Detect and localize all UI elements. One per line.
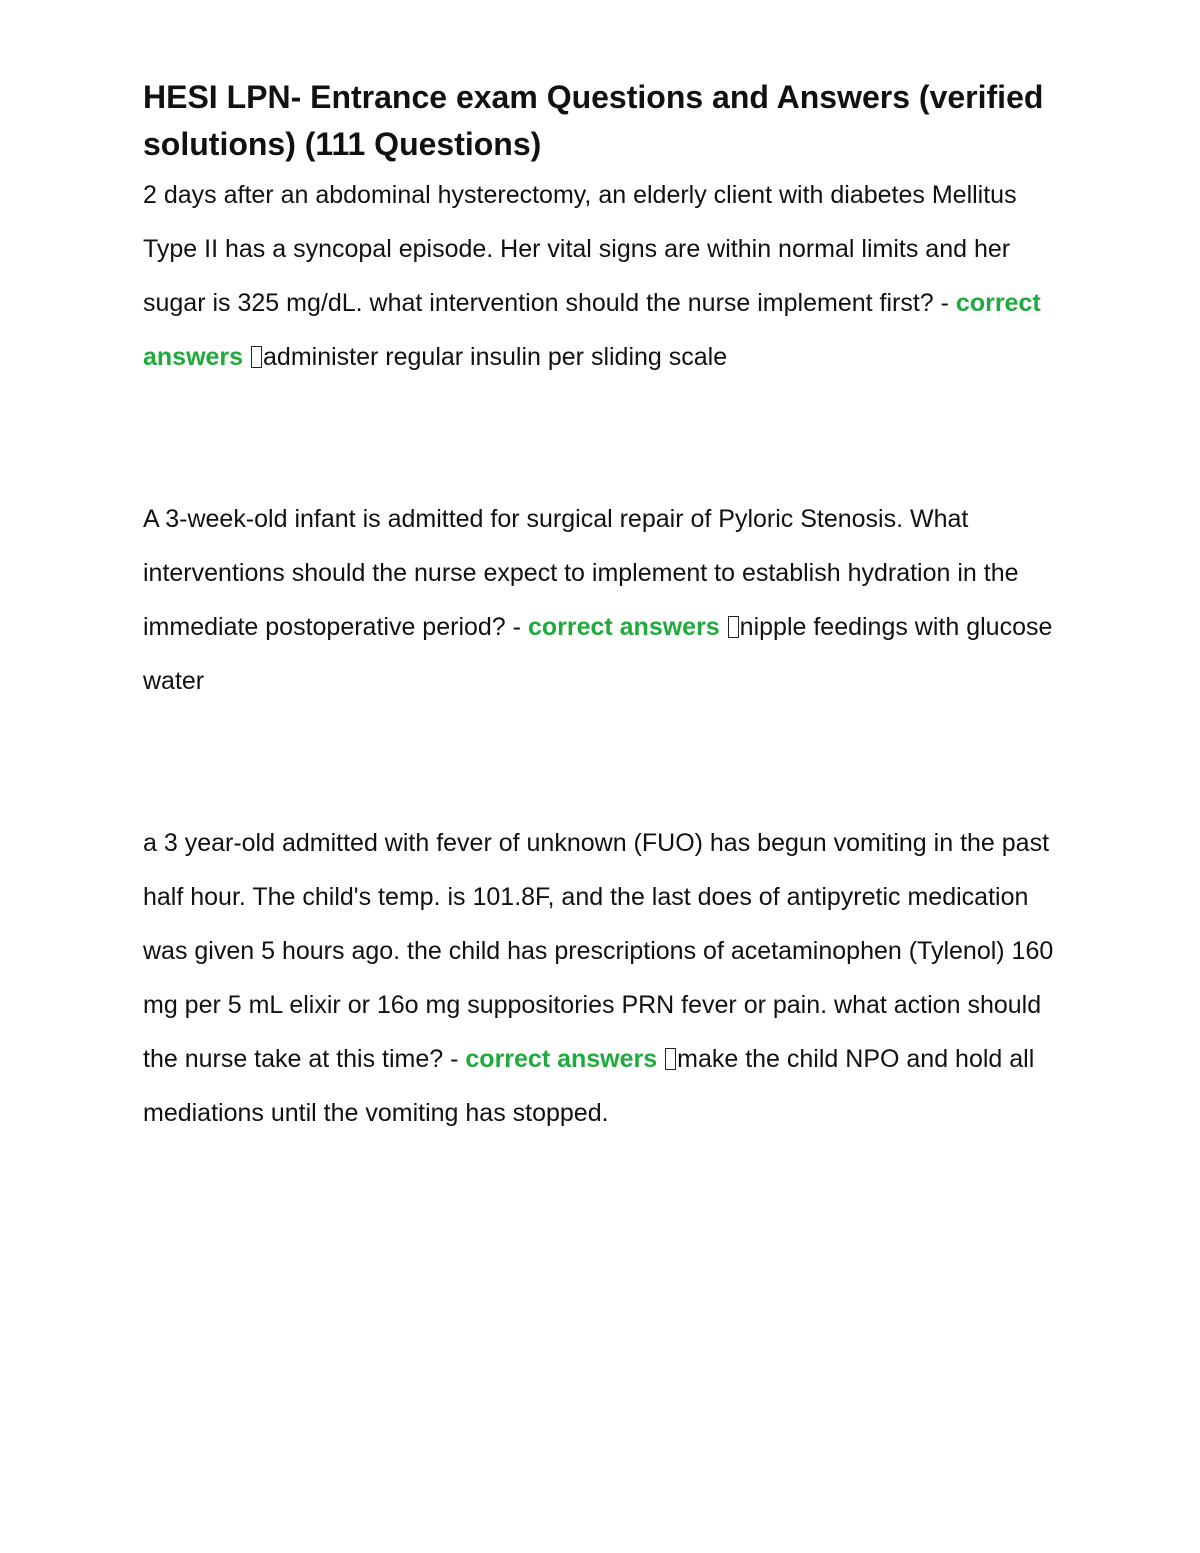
qa-item-1 [143,168,1063,384]
question-text: 2 days after an abdominal hysterectomy, an elderly client with diabetes Mellitus Type II has a syncopal episode. Her vital signs are within normal limits and her sugar is 325 mg/dL. what intervention should the nurse implement first? - [143,181,1017,317]
answer-text: make the child NPO and hold all mediations until the vomiting has stopped. [143,1045,1035,1127]
correct-answers-label: correct answers [527,613,720,641]
answer-text: nipple feedings with glucose water [143,613,1053,695]
document-page [143,74,1063,1140]
qa-item-3 [143,816,1063,1140]
correct-answers-label: correct answers [143,289,1041,371]
missing-glyph-icon [251,346,262,368]
qa-item-2 [143,492,1063,708]
question-text: A 3-week-old infant is admitted for surgical repair of Pyloric Stenosis. What interventions should the nurse expect to implement to establish hydration in the immediate postoperative period? - [143,505,1019,641]
missing-glyph-icon [665,1048,676,1070]
question-text: a 3 year-old admitted with fever of unknown (FUO) has begun vomiting in the past half hour. The child's temp. is 101.8F, and the last does of antipyretic medication was given 5 hours ago. the child has prescriptions of acetaminophen (Tylenol) 160 mg per 5 mL elixir or 16o mg suppositories PRN fever or pain. what action should the nurse take at this time? - [143,829,1054,1073]
correct-answers-label: correct answers [465,1045,658,1073]
document-title: HESI LPN- Entrance exam Questions and Answers (verified solutions) (111 Questions) [143,79,1044,162]
missing-glyph-icon [728,616,739,638]
answer-text: administer regular insulin per sliding scale [263,343,728,371]
